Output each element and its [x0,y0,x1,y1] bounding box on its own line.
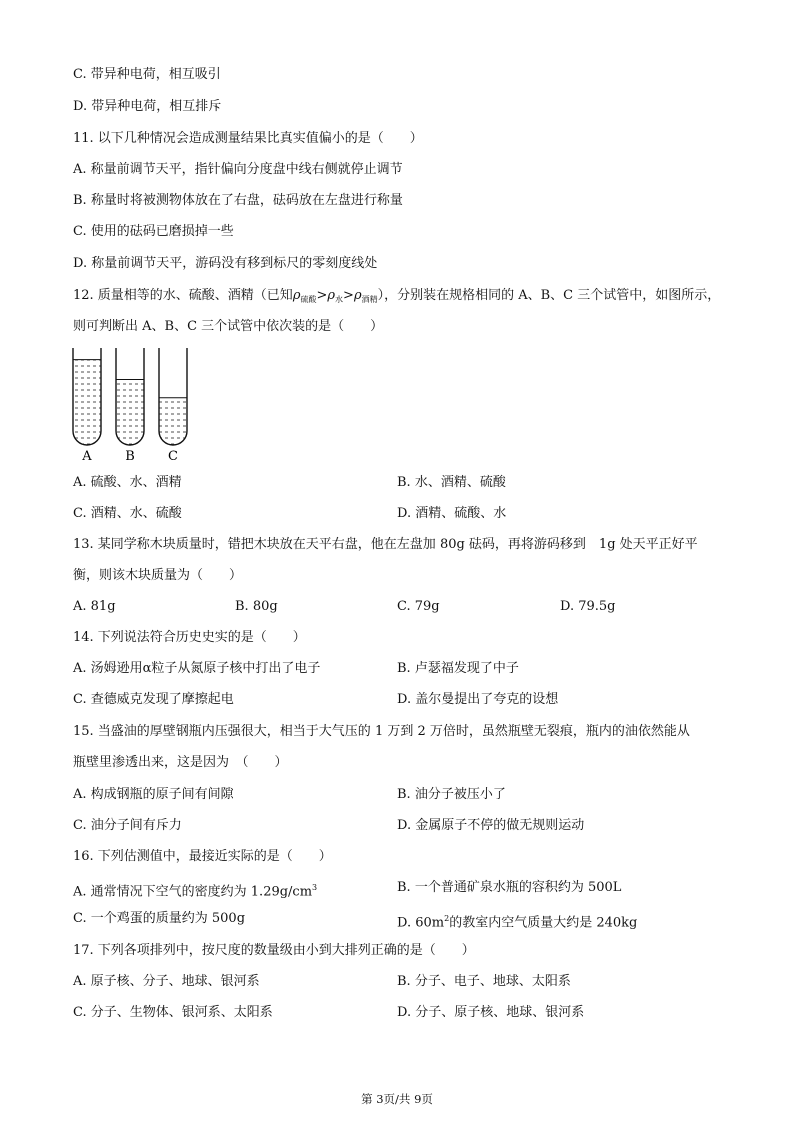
q16-option-c: C. 一个鸡蛋的质量约为 500g [73,911,246,926]
q17-stem: 17. 下列各项排列中，按尺度的数量级由小到大排列正确的是（ ） [73,943,475,958]
q17-option-d: D. 分子、原子核、地球、银河系 [397,1005,585,1020]
q11-option-d: D. 称量前调节天平，游码没有移到标尺的零刻度线处 [73,256,378,271]
q16-option-a: A. 通常情况下空气的密度约为 $1.29g/cm^3$ [73,883,318,900]
q13-stem: 13. 某同学称木块质量时，错把木块放在天平右盘，他在左盘加 80g 砝码，再将游码移到 1g 处天平正好平 [73,537,698,552]
q15-stem: 15. 当盛油的厚壁钢瓶内压强很大，相当于大气压的 1 万到 2 万倍时，虽然瓶壁无裂痕，瓶内的油依然能从 [73,724,690,739]
tube-label-b: B [125,449,135,463]
q12-stem: 12. 质量相等的水、硫酸、酒精（已知$\rho_{硫酸}>\rho_水>\rho_{酒精}$），分别装在规格相同的 A、B、C 三个试管中，如图所示， [73,288,721,304]
q15-stem-line2: 瓶壁里渗透出来，这是因为 （ ） [73,755,288,770]
q15-option-d: D. 金属原子不停的做无规则运动 [397,818,585,833]
q15-option-b: B. 油分子被压小了 [397,787,506,802]
q15-option-a: A. 构成钢瓶的原子间有间隙 [73,787,234,802]
q17-option-c: C. 分子、生物体、银河系、太阳系 [73,1005,273,1020]
q17-option-a: A. 原子核、分子、地球、银河系 [73,974,260,989]
page-footer: 第 3页/共 9页 [361,1092,433,1106]
q11-option-a: A. 称量前调节天平，指针偏向分度盘中线右侧就停止调节 [73,162,403,177]
q10-option-c: C. 带异种电荷，相互吸引 [73,67,221,82]
q13-stem-line2: 衡，则该木块质量为（ ） [73,568,243,583]
q13-option-c: C. 79g [397,599,440,614]
q16-option-d: D. $60m^2$的教室内空气质量大约是 240kg [397,914,638,931]
tube-label-a: A [82,449,92,463]
q17-option-b: B. 分子、电子、地球、太阳系 [397,974,571,989]
q11-option-c: C. 使用的砝码已磨损掉一些 [73,224,234,239]
q16-stem: 16. 下列估测值中，最接近实际的是（ ） [73,849,332,864]
q12-option-c: C. 酒精、水、硫酸 [73,506,182,521]
test-tubes-figure [68,345,198,463]
tube-liquid-b [116,380,144,445]
q14-option-b: B. 卢瑟福发现了中子 [397,661,519,676]
q12-option-a: A. 硫酸、水、酒精 [73,475,182,490]
q13-option-b: B. 80g [235,599,278,614]
q10-option-d: D. 带异种电荷，相互排斥 [73,99,222,114]
q14-option-d: D. 盖尔曼提出了夸克的设想 [397,692,559,707]
tube-liquid-c [159,398,187,445]
tube-label-c: C [168,449,178,463]
tube-liquid-a [73,360,101,445]
q13-option-d: D. 79.5g [560,599,616,614]
q12-stem-line2: 则可判断出 A、B、C 三个试管中依次装的是（ ） [73,319,384,334]
q15-option-c: C. 油分子间有斥力 [73,818,182,833]
q11-stem: 11. 以下几种情况会造成测量结果比真实值偏小的是（ ） [73,131,423,146]
q14-option-c: C. 查德威克发现了摩擦起电 [73,692,234,707]
q11-option-b: B. 称量时将被测物体放在了右盘，砝码放在左盘进行称量 [73,193,403,208]
q12-option-b: B. 水、酒精、硫酸 [397,475,506,490]
q16-option-b: B. 一个普通矿泉水瓶的容积约为 500L [397,880,622,895]
q14-option-a: A. 汤姆逊用α粒子从氮原子核中打出了电子 [73,661,321,676]
q12-option-d: D. 酒精、硫酸、水 [397,506,507,521]
q13-option-a: A. 81g [73,599,116,614]
q14-stem: 14. 下列说法符合历史史实的是（ ） [73,630,306,645]
